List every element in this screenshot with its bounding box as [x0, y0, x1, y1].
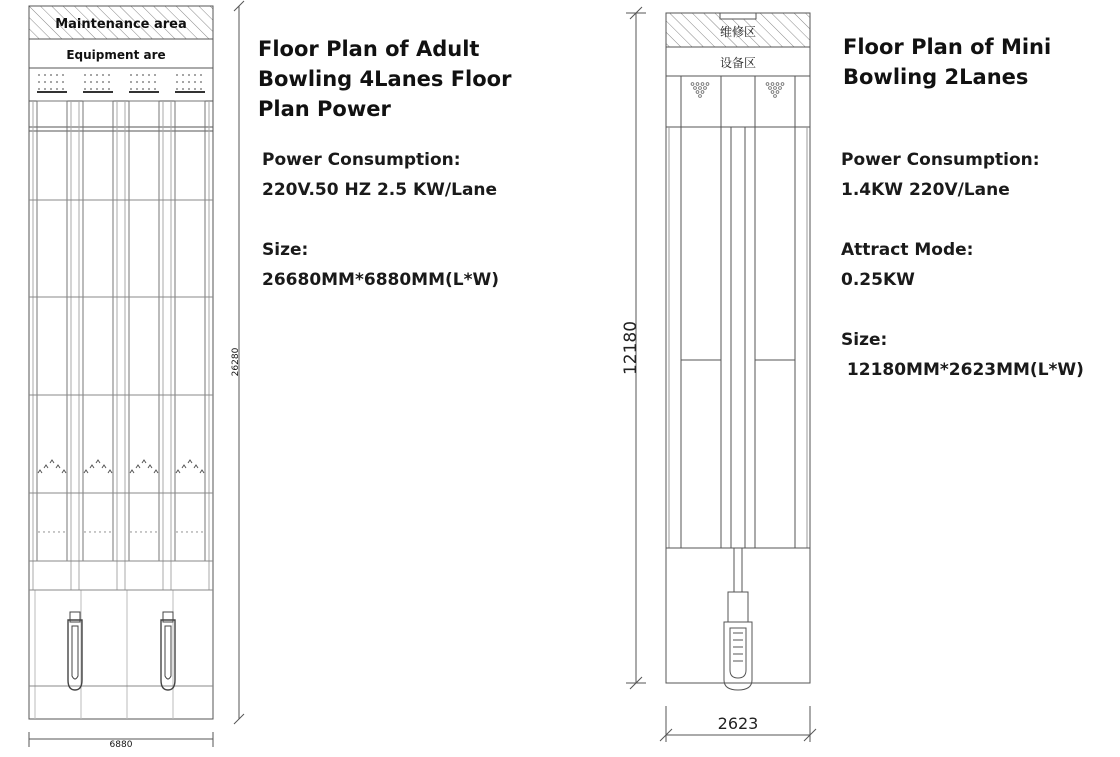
mini-power-label: Power Consumption:: [841, 150, 1040, 170]
mini-title-line: Floor Plan of Mini: [843, 35, 1052, 59]
adult-lane: [175, 101, 205, 561]
adult-outline: [29, 6, 213, 719]
adult-size-value: 26680MM*6880MM(L*W): [262, 270, 500, 290]
adult-lanes: [33, 101, 209, 719]
adult-width-dimension: 6880: [109, 740, 133, 750]
adult-title: [258, 34, 511, 124]
mini-pin-decks: [691, 83, 784, 98]
adult-lane: [129, 101, 159, 561]
adult-ball-returns: [68, 612, 175, 690]
mini-size-label: Size:: [841, 330, 888, 350]
mini-size-value: 12180MM*2623MM(L*W): [841, 360, 1084, 380]
adult-power-label: Power Consumption:: [262, 150, 461, 170]
mini-attract-value: 0.25KW: [841, 270, 915, 290]
mini-length-dimension: 12180: [621, 320, 641, 376]
mini-title-line: Bowling 2Lanes: [843, 65, 1029, 89]
adult-size-label: Size:: [262, 240, 309, 260]
mini-specs: [841, 145, 1084, 385]
mini-plan: [626, 7, 816, 742]
adult-title-line: Plan Power: [258, 97, 391, 121]
adult-power-value: 220V.50 HZ 2.5 KW/Lane: [262, 180, 498, 200]
mini-attract-label: Attract Mode:: [841, 240, 974, 260]
mini-power-value: 1.4KW 220V/Lane: [841, 180, 1010, 200]
adult-lane: [83, 101, 113, 561]
adult-length-dimension: 26280: [231, 347, 241, 377]
mini-equipment-label: 设备区: [719, 56, 757, 70]
adult-maintenance-label: Maintenance area: [55, 17, 187, 32]
mini-title: [843, 32, 1051, 92]
adult-lane: [37, 101, 67, 561]
mini-labels: [621, 24, 758, 733]
adult-pin-decks: [37, 74, 205, 92]
mini-maintenance-label: 维修区: [719, 25, 757, 39]
mini-width-dimension: 2623: [717, 714, 759, 733]
adult-specs: [262, 145, 499, 295]
adult-equipment-label: Equipment are: [66, 48, 166, 62]
adult-title-line: Bowling 4Lanes Floor: [258, 67, 512, 91]
adult-title-line: Floor Plan of Adult: [258, 37, 480, 61]
adult-plan: [29, 1, 244, 747]
mini-outline: [666, 13, 810, 683]
